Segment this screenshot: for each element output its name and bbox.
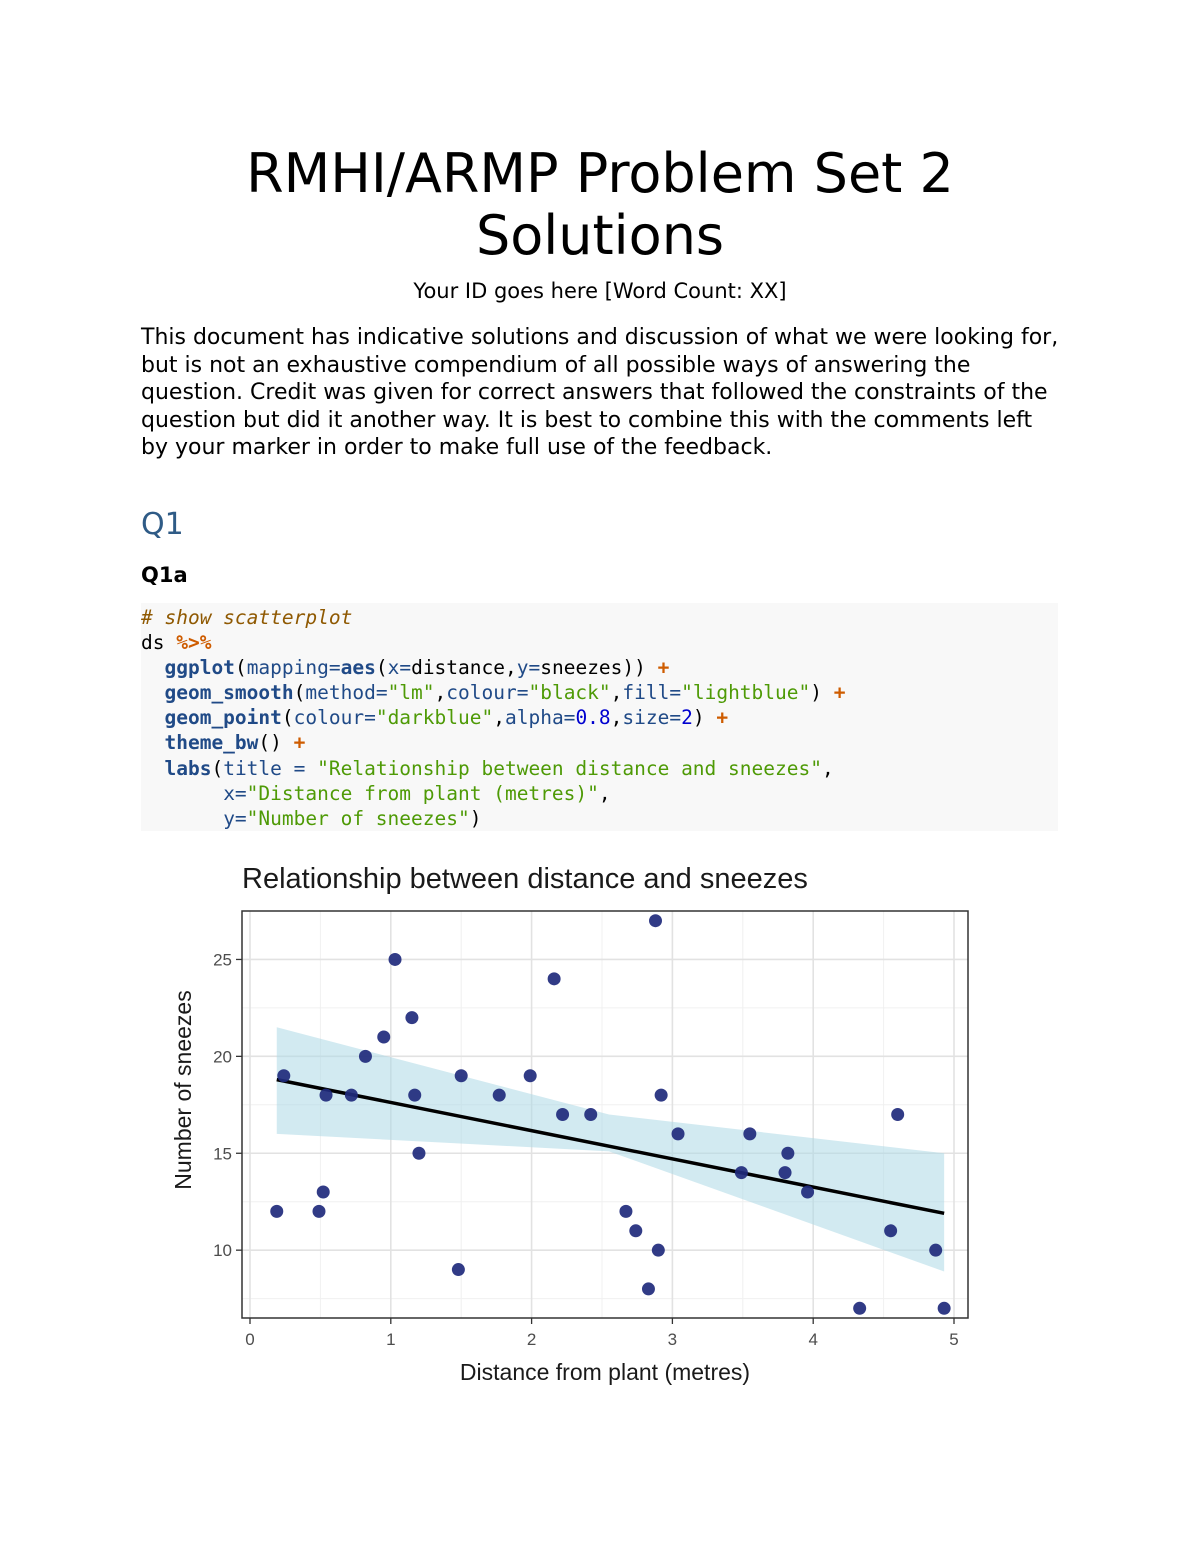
code-argument: y= <box>223 806 247 830</box>
scatterplot-figure <box>160 848 990 1398</box>
code-text: distance, <box>411 656 517 680</box>
code-text: ) <box>469 806 482 830</box>
code-text: ( <box>375 656 388 680</box>
data-point <box>801 1186 814 1199</box>
code-argument: mapping= <box>246 656 341 680</box>
document-title-line2: Solutions <box>475 204 725 267</box>
code-text: , <box>610 706 623 730</box>
data-point <box>345 1089 358 1102</box>
data-point <box>405 1011 418 1024</box>
code-string: "Number of sneezes" <box>246 806 470 830</box>
code-pipe: %>% <box>176 631 212 655</box>
code-argument: alpha= <box>504 706 576 730</box>
x-tick-label: 4 <box>808 1330 818 1349</box>
code-function: theme_bw <box>164 731 259 755</box>
code-argument: fill= <box>622 681 682 705</box>
code-string: "black" <box>528 681 611 705</box>
code-string: "Distance from plant (metres)" <box>246 781 599 805</box>
y-tick-label: 25 <box>213 950 232 970</box>
code-line-9 <box>141 806 1058 831</box>
code-argument: size= <box>622 706 682 730</box>
data-point <box>649 914 662 927</box>
code-block <box>141 603 1058 831</box>
code-text: ) <box>692 706 717 730</box>
code-line-2 <box>141 630 1058 655</box>
code-line-5 <box>141 705 1058 730</box>
code-line-3 <box>141 655 1058 680</box>
data-point <box>672 1127 685 1140</box>
document-subtitle: Your ID goes here [Word Count: XX] <box>413 279 787 303</box>
code-line-1 <box>141 605 1058 630</box>
data-point <box>584 1108 597 1121</box>
data-point <box>884 1224 897 1237</box>
code-text: sneezes)) <box>540 656 658 680</box>
code-text: () <box>258 731 294 755</box>
data-point <box>619 1205 632 1218</box>
code-argument: y= <box>516 656 541 680</box>
data-point <box>938 1302 951 1315</box>
y-tick-label: 15 <box>213 1144 232 1164</box>
data-point <box>556 1108 569 1121</box>
data-point <box>270 1205 283 1218</box>
data-point <box>359 1050 372 1063</box>
data-point <box>455 1069 468 1082</box>
code-string: "lm" <box>387 681 435 705</box>
code-text: ) <box>810 681 834 705</box>
code-function: geom_smooth <box>164 681 294 705</box>
data-point <box>548 972 561 985</box>
x-tick-label: 2 <box>526 1330 537 1349</box>
data-point <box>642 1282 655 1295</box>
data-point <box>389 953 402 966</box>
code-line-8 <box>141 781 1058 806</box>
code-number: 0.8 <box>575 706 611 730</box>
data-point <box>408 1089 421 1102</box>
y-tick-label: 20 <box>213 1047 232 1067</box>
document-title-line1: RMHI/ARMP Problem Set 2 <box>246 142 954 205</box>
code-operator: + <box>293 731 306 755</box>
code-text: ( <box>293 681 306 705</box>
chart-title: Relationship between distance and sneezes <box>242 863 808 895</box>
code-function: geom_point <box>164 706 282 730</box>
x-tick-label: 0 <box>245 1330 255 1349</box>
heading-q1: Q1 <box>141 507 184 542</box>
code-operator: + <box>716 706 729 730</box>
code-text: ( <box>234 656 247 680</box>
code-text: ( <box>281 706 294 730</box>
data-point <box>312 1205 325 1218</box>
data-point <box>652 1244 665 1257</box>
data-point <box>891 1108 904 1121</box>
scatterplot-svg <box>160 848 990 1398</box>
code-operator: + <box>833 681 846 705</box>
code-number: 2 <box>681 706 693 730</box>
data-point <box>743 1127 756 1140</box>
y-axis-label: Number of sneezes <box>170 990 196 1190</box>
data-point <box>779 1166 792 1179</box>
code-string: "lightblue" <box>681 681 811 705</box>
data-point <box>629 1224 642 1237</box>
y-tick-label: 10 <box>213 1241 232 1261</box>
code-function: aes <box>340 656 376 680</box>
code-argument: colour= <box>446 681 529 705</box>
x-tick-label: 1 <box>386 1330 396 1349</box>
x-tick-label: 5 <box>949 1330 959 1349</box>
code-string: "darkblue" <box>375 706 494 730</box>
x-tick-label: 3 <box>667 1330 678 1349</box>
data-point <box>735 1166 748 1179</box>
data-point <box>781 1147 794 1160</box>
code-function: labs <box>164 756 212 780</box>
intro-paragraph: This document has indicative solutions and discussion of what we were looking for, but is not an exhaustive compendium of all possible ways of answering the question. Credit was given for correct answers that followed the constraints of the question but did it another way. It is best to combine this with the comments left by your marker in order to make full use of the feedback. <box>141 325 1059 460</box>
code-line-7 <box>141 756 1058 781</box>
code-text: , <box>610 681 623 705</box>
data-point <box>412 1147 425 1160</box>
code-operator: + <box>657 656 670 680</box>
data-point <box>853 1302 866 1315</box>
code-argument: x= <box>223 781 247 805</box>
code-comment: # show scatterplot <box>141 606 353 629</box>
code-function: ggplot <box>164 656 235 680</box>
code-argument: colour= <box>293 706 376 730</box>
code-text: , <box>821 756 834 780</box>
data-point <box>524 1069 537 1082</box>
data-point <box>277 1069 290 1082</box>
code-string: "Relationship between distance and sneezes" <box>317 756 822 780</box>
data-point <box>655 1089 668 1102</box>
code-argument: title = <box>223 756 318 780</box>
code-text: ds <box>141 631 177 655</box>
data-point <box>317 1186 330 1199</box>
data-point <box>320 1089 333 1102</box>
heading-q1a: Q1a <box>141 563 188 587</box>
data-point <box>452 1263 465 1276</box>
data-point <box>929 1244 942 1257</box>
code-text: , <box>493 706 505 730</box>
code-text: , <box>598 781 611 805</box>
code-argument: method= <box>305 681 388 705</box>
code-line-4 <box>141 680 1058 705</box>
code-line-6 <box>141 730 1058 755</box>
code-text: , <box>434 681 447 705</box>
code-text: ( <box>211 756 224 780</box>
x-axis-label: Distance from plant (metres) <box>459 1359 751 1385</box>
data-point <box>493 1089 506 1102</box>
data-point <box>377 1030 390 1043</box>
code-argument: x= <box>387 656 412 680</box>
